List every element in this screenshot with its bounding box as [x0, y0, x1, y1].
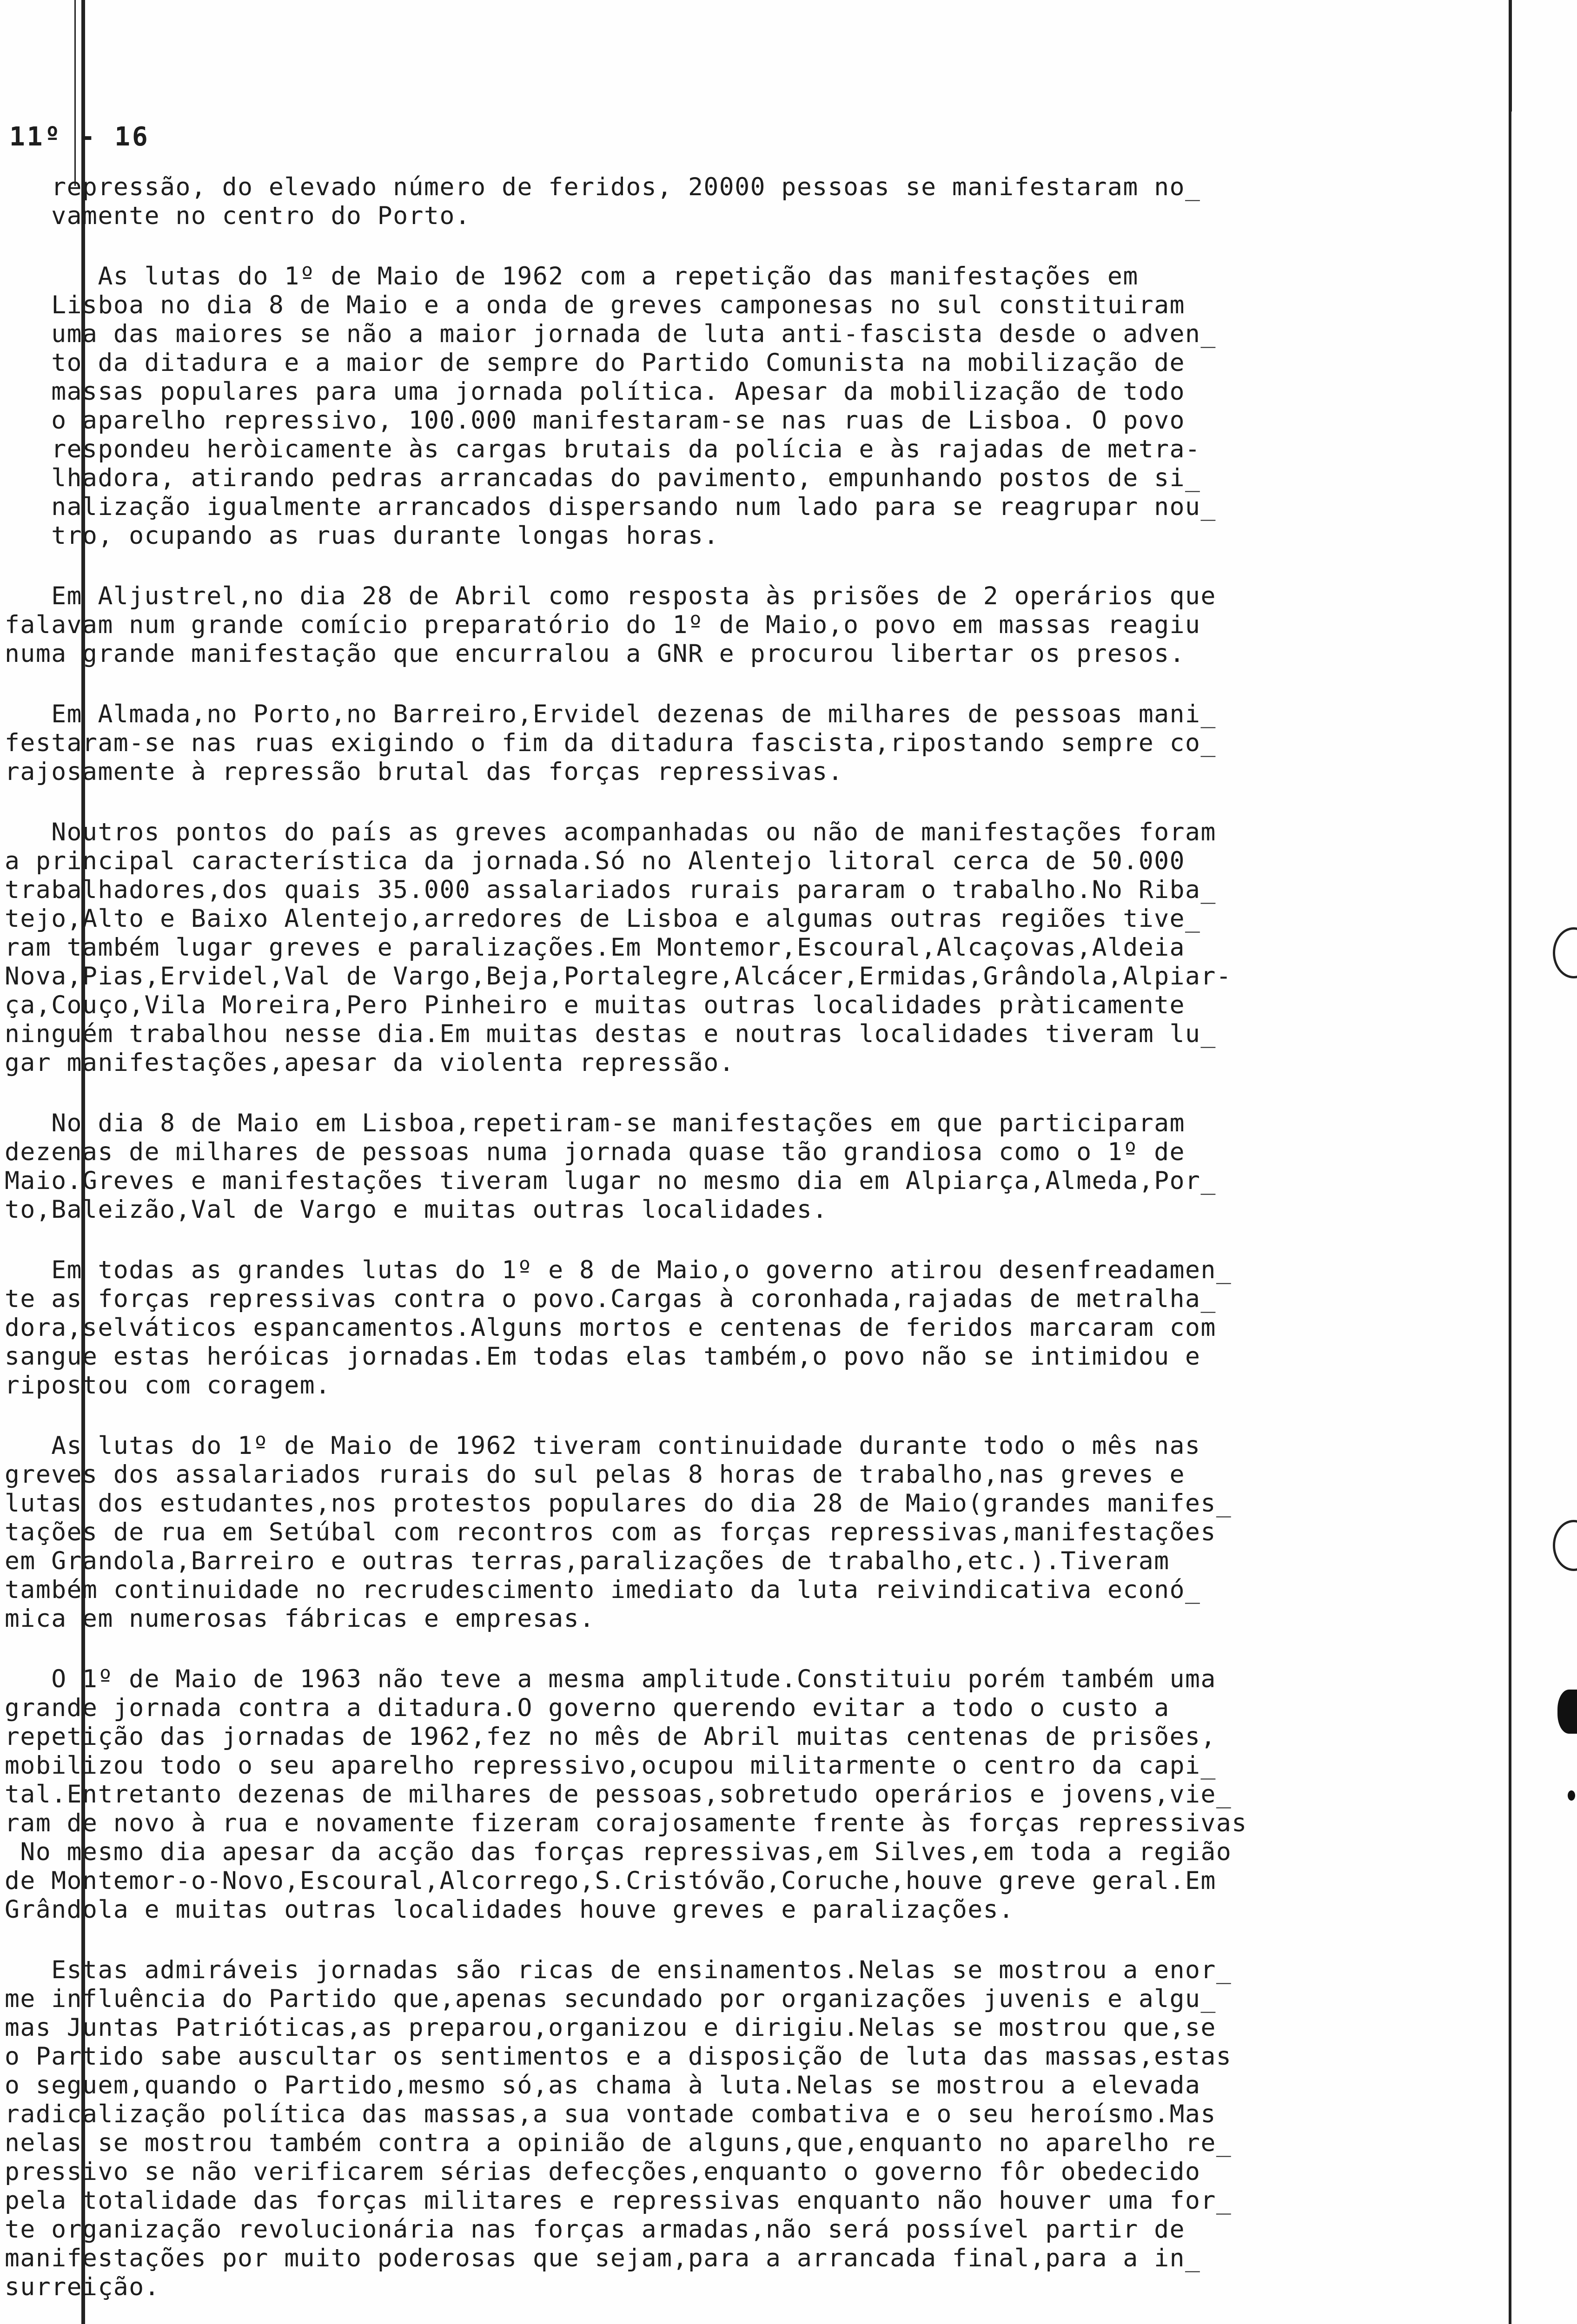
text-line: tejo,Alto e Baixo Alentejo,arredores de Lisboa e algumas outras regiões tive_: [5, 905, 1201, 933]
binder-hole-icon: [1553, 927, 1577, 978]
text-line: Grândola e muitas outras localidades houve greves e paralizações.: [5, 1895, 1014, 1924]
text-line: festaram-se nas ruas exigindo o fim da ditadura fascista,ripostando sempre co_: [5, 729, 1216, 757]
text-line: Maio.Greves e manifestações tiveram lugar no mesmo dia em Alpiarça,Almeda,Por_: [5, 1167, 1216, 1195]
text-line: trabalhadores,dos quais 35.000 assalariados rurais pararam o trabalho.No Riba_: [5, 876, 1216, 904]
text-line: to da ditadura e a maior de sempre do Partido Comunista na mobilização de: [5, 349, 1186, 377]
paragraph: [5, 173, 1502, 231]
text-line: Em Aljustrel,no dia 28 de Abril como resposta às prisões de 2 operários que: [5, 582, 1216, 610]
text-line: mica em numerosas fábricas e empresas.: [5, 1604, 595, 1633]
paragraph: [5, 818, 1502, 1077]
margin-line-left-thin: [74, 0, 76, 186]
text-line: sangue estas heróicas jornadas.Em todas elas também,o povo não se intimidou e: [5, 1342, 1201, 1371]
text-line: lutas dos estudantes,nos protestos populares do dia 28 de Maio(grandes manifes_: [5, 1489, 1232, 1518]
text-line: to,Baleizão,Val de Vargo e muitas outras localidades.: [5, 1195, 828, 1224]
paragraph: [5, 1432, 1502, 1633]
text-line: Estas admiráveis jornadas são ricas de ensinamentos.Nelas se mostrou a enor_: [5, 1956, 1232, 1984]
text-line: te as forças repressivas contra o povo.Cargas à coronhada,rajadas de metralha_: [5, 1285, 1216, 1313]
margin-line-right: [1509, 0, 1511, 2324]
ink-dot-icon: [1568, 1790, 1575, 1801]
text-line: dezenas de milhares de pessoas numa jornada quase tão grandiosa como o 1º de: [5, 1138, 1186, 1166]
text-line: repetição das jornadas de 1962,fez no mês de Abril muitas centenas de prisões,: [5, 1723, 1216, 1751]
text-line: dora,selváticos espancamentos.Alguns mortos e centenas de feridos marcaram com: [5, 1314, 1216, 1342]
text-line: também continuidade no recrudescimento imediato da luta reivindicativa econó_: [5, 1576, 1201, 1604]
text-line: o seguem,quando o Partido,mesmo só,as chama à luta.Nelas se mostrou a elevada: [5, 2071, 1201, 2100]
text-line: numa grande manifestação que encurralou a GNR e procurou libertar os presos.: [5, 640, 1186, 668]
paragraph: [5, 582, 1502, 668]
text-line: de Montemor-o-Novo,Escoural,Alcorrego,S.Cristóvão,Coruche,houve greve geral.Em: [5, 1867, 1216, 1895]
text-line: Nova,Pias,Ervidel,Val de Vargo,Beja,Portalegre,Alcácer,Ermidas,Grândola,Alpiar-: [5, 962, 1232, 990]
text-line: mas Juntas Patrióticas,as preparou,organizou e dirigiu.Nelas se mostrou que,se: [5, 2014, 1216, 2042]
text-line: radicalização política das massas,a sua vontade combativa e o seu heroísmo.Mas: [5, 2100, 1216, 2128]
text-line: o Partido sabe auscultar os sentimentos e a disposição de luta das massas,estas: [5, 2042, 1232, 2071]
text-line: lhadora, atirando pedras arrancadas do pavimento, empunhando postos de si_: [5, 464, 1201, 492]
text-line: No dia 8 de Maio em Lisboa,repetiram-se manifestações em que participaram: [5, 1109, 1186, 1137]
text-line: em Grandola,Barreiro e outras terras,paralizações de trabalho,etc.).Tiveram: [5, 1547, 1170, 1575]
text-line: ram também lugar greves e paralizações.Em Montemor,Escoural,Alcaçovas,Aldeia: [5, 933, 1186, 962]
text-line: tações de rua em Setúbal com recontros com as forças repressivas,manifestações: [5, 1518, 1216, 1546]
text-line: o aparelho repressivo, 100.000 manifestaram-se nas ruas de Lisboa. O povo: [5, 406, 1186, 435]
paragraph: [5, 1109, 1502, 1224]
text-line: repressão, do elevado número de feridos, 20000 pessoas se manifestaram no_: [5, 173, 1201, 201]
text-line: No mesmo dia apesar da acção das forças repressivas,em Silves,em toda a região: [5, 1838, 1232, 1866]
text-line: me influência do Partido que,apenas secundado por organizações juvenis e algu_: [5, 1985, 1216, 2013]
text-line: tal.Entretanto dezenas de milhares de pessoas,sobretudo operários e jovens,vie_: [5, 1780, 1232, 1809]
text-line: falavam num grande comício preparatório do 1º de Maio,o povo em massas reagiu: [5, 611, 1201, 639]
ink-blot-icon: [1557, 1690, 1577, 1734]
text-line: ripostou com coragem.: [5, 1371, 331, 1400]
paragraph: [5, 1665, 1502, 1924]
paragraph: [5, 262, 1502, 550]
text-line: As lutas do 1º de Maio de 1962 com a repetição das manifestações em: [5, 262, 1139, 290]
text-line: surreição.: [5, 2273, 160, 2301]
text-line: nelas se mostrou também contra a opinião de alguns,que,enquanto no aparelho re_: [5, 2129, 1232, 2157]
text-line: uma das maiores se não a maior jornada de luta anti-fascista desde o adven_: [5, 320, 1216, 348]
text-line: grande jornada contra a ditadura.O governo querendo evitar a todo o custo a: [5, 1694, 1170, 1722]
text-line: As lutas do 1º de Maio de 1962 tiveram continuidade durante todo o mês nas: [5, 1432, 1201, 1460]
text-line: Lisboa no dia 8 de Maio e a onda de greves camponesas no sul constituiram: [5, 291, 1186, 319]
text-line: mobilizou todo o seu aparelho repressivo,ocupou militarmente o centro da capi_: [5, 1751, 1216, 1780]
paragraph: [5, 700, 1502, 786]
paragraph: [5, 1956, 1502, 2302]
text-line: Noutros pontos do país as greves acompanhadas ou não de manifestações foram: [5, 818, 1216, 846]
text-line: a principal característica da jornada.Só no Alentejo litoral cerca de 50.000: [5, 847, 1186, 875]
text-line: ram de novo à rua e novamente fizeram corajosamente frente às forças repressivas: [5, 1809, 1247, 1837]
text-line: manifestações por muito poderosas que sejam,para a arrancada final,para a in_: [5, 2244, 1201, 2272]
text-line: greves dos assalariados rurais do sul pelas 8 horas de trabalho,nas greves e: [5, 1460, 1186, 1489]
text-line: nalização igualmente arrancados dispersando num lado para se reagrupar nou_: [5, 493, 1216, 521]
text-line: ninguém trabalhou nesse dia.Em muitas destas e noutras localidades tiveram lu_: [5, 1020, 1216, 1048]
text-line: Em Almada,no Porto,no Barreiro,Ervidel dezenas de milhares de pessoas mani_: [5, 700, 1216, 728]
text-line: gar manifestações,apesar da violenta repressão.: [5, 1049, 735, 1077]
binder-hole-icon: [1553, 1520, 1577, 1571]
text-line: pressivo se não verificarem sérias defecções,enquanto o governo fôr obedecido: [5, 2158, 1201, 2186]
text-line: O 1º de Maio de 1963 não teve a mesma amplitude.Constituiu porém também uma: [5, 1665, 1216, 1693]
text-line: tro, ocupando as ruas durante longas horas.: [5, 522, 719, 550]
text-line: vamente no centro do Porto.: [5, 202, 471, 230]
text-line: pela totalidade das forças militares e repressivas enquanto não houver uma for_: [5, 2186, 1232, 2215]
paragraph: [5, 1256, 1502, 1400]
text-line: te organização revolucionária nas forças armadas,não será possível partir de: [5, 2215, 1186, 2244]
text-line: respondeu heròicamente às cargas brutais da polícia e às rajadas de metra-: [5, 435, 1201, 463]
page-number: 11º - 16: [9, 122, 150, 152]
text-line: rajosamente à repressão brutal das forças repressivas.: [5, 758, 844, 786]
text-line: massas populares para uma jornada política. Apesar da mobilização de todo: [5, 377, 1186, 406]
body-text: [5, 173, 1502, 2324]
text-line: Em todas as grandes lutas do 1º e 8 de Maio,o governo atirou desenfreadamen_: [5, 1256, 1232, 1284]
text-line: ça,Couço,Vila Moreira,Pero Pinheiro e muitas outras localidades pràticamente: [5, 991, 1186, 1019]
